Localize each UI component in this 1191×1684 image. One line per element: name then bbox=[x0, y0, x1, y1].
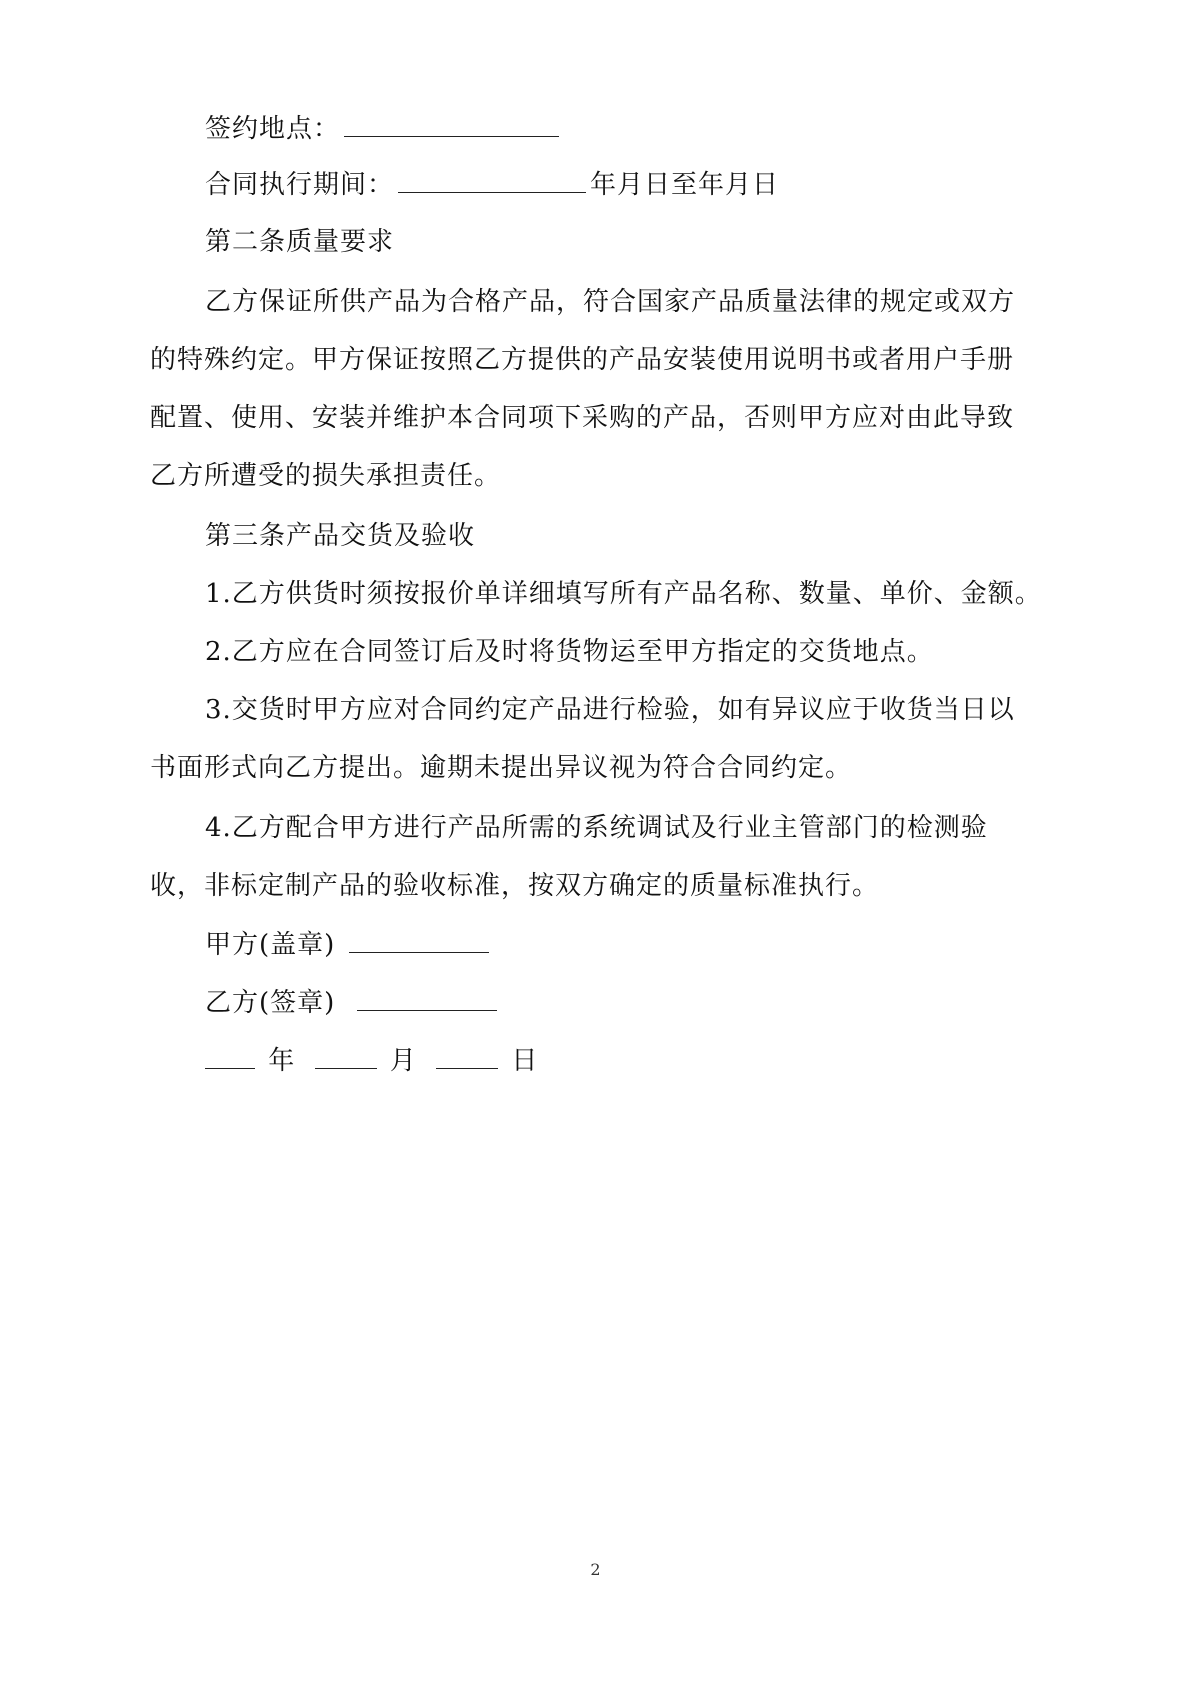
item-4-line-1: 4.乙方配合甲方进行产品所需的系统调试及行业主管部门的检测验 bbox=[205, 813, 988, 843]
day-blank bbox=[436, 1040, 498, 1069]
party-a-line bbox=[205, 924, 1105, 965]
item-2: 2.乙方应在合同签订后及时将货物运至甲方指定的交货地点。 bbox=[205, 637, 934, 667]
party-b-blank bbox=[357, 982, 497, 1011]
article-2-line-2: 的特殊约定。甲方保证按照乙方提供的产品安装使用说明书或者用户手册 bbox=[150, 345, 1015, 375]
date-line bbox=[205, 1040, 1105, 1081]
article-2-line-3: 配置、使用、安装并维护本合同项下采购的产品，否则甲方应对由此导致 bbox=[150, 403, 1015, 433]
item-3-line-2: 书面形式向乙方提出。逾期未提出异议视为符合合同约定。 bbox=[150, 753, 853, 783]
page-number: 2 bbox=[590, 1560, 601, 1579]
article-2-title: 第二条质量要求 bbox=[205, 227, 395, 257]
date-day: 日 bbox=[511, 1046, 539, 1076]
month-blank bbox=[315, 1040, 377, 1069]
date-year: 年 bbox=[268, 1046, 296, 1076]
party-a-label: 甲方(盖章) bbox=[205, 930, 336, 960]
period-suffix: 年月日至年月日 bbox=[590, 170, 780, 200]
party-b-label: 乙方(签章) bbox=[205, 988, 336, 1018]
item-3-line-1: 3.交货时甲方应对合同约定产品进行检验，如有异议应于收货当日以 bbox=[205, 695, 1015, 725]
sign-place-blank bbox=[344, 108, 559, 137]
year-blank bbox=[205, 1040, 255, 1069]
period-line bbox=[205, 164, 1105, 205]
date-month: 月 bbox=[389, 1046, 417, 1076]
sign-place-label: 签约地点： bbox=[205, 114, 341, 144]
item-1: 1.乙方供货时须按报价单详细填写所有产品名称、数量、单价、金额。 bbox=[205, 579, 1042, 609]
period-label: 合同执行期间： bbox=[205, 170, 395, 200]
article-2-line-1: 乙方保证所供产品为合格产品，符合国家产品质量法律的规定或双方 bbox=[205, 287, 1016, 317]
article-3-title: 第三条产品交货及验收 bbox=[205, 521, 476, 551]
item-4-line-2: 收，非标定制产品的验收标准，按双方确定的质量标准执行。 bbox=[150, 871, 880, 901]
article-2-line-4: 乙方所遭受的损失承担责任。 bbox=[150, 461, 502, 491]
party-a-blank bbox=[349, 924, 489, 953]
period-blank bbox=[398, 164, 586, 193]
sign-place-line bbox=[205, 108, 1105, 149]
party-b-line bbox=[205, 982, 1105, 1023]
